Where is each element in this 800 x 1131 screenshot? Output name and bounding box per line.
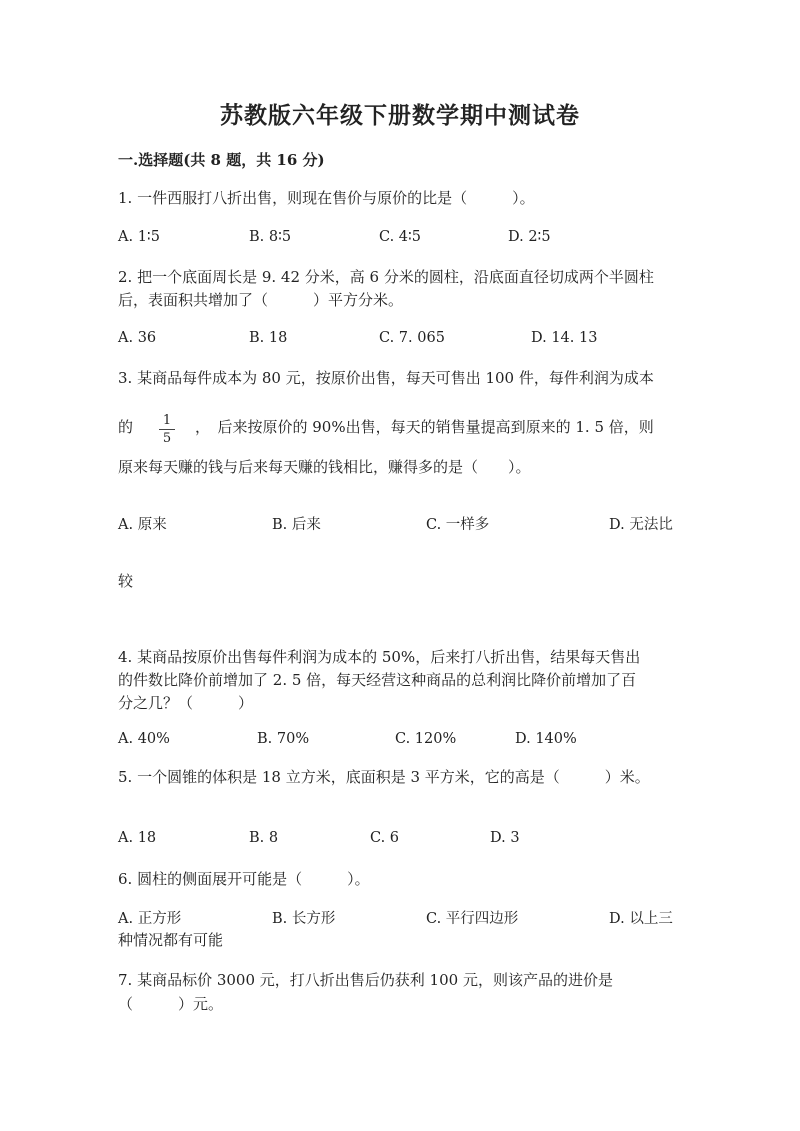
- question-4-line-2: 的件数比降价前增加了 2. 5 倍，每天经营这种商品的总利润比降价前增加了百: [118, 671, 637, 689]
- q3-option-a: A. 原来: [118, 517, 167, 533]
- question-7-line-2: （ ）元。: [118, 995, 224, 1013]
- q4-option-b: B. 70%: [257, 731, 310, 747]
- q2-option-d: D. 14. 13: [531, 330, 598, 346]
- q4-option-c: C. 120%: [395, 731, 457, 747]
- q2-option-c: C. 7. 065: [379, 330, 445, 346]
- question-5-text: 5. 一个圆锥的体积是 18 立方米，底面积是 3 平方米，它的高是（ ）米。: [118, 768, 650, 786]
- fraction-one-fifth: [157, 413, 177, 446]
- page-title: 苏教版六年级下册数学期中测试卷: [220, 102, 580, 129]
- q2-option-b: B. 18: [249, 330, 288, 346]
- question-3-line-2-suffix: ， 后来按原价的 90%出售，每天的销售量提高到原来的 1. 5 倍，则: [195, 418, 654, 436]
- q5-option-a: A. 18: [118, 830, 157, 846]
- q1-option-d: D. 2∶5: [508, 229, 551, 245]
- question-1-text: 1. 一件西服打八折出售，则现在售价与原价的比是（ ）。: [118, 189, 535, 207]
- q3-option-d-wrap: 较: [118, 572, 134, 590]
- question-3-line-3: 原来每天赚的钱与后来每天赚的钱相比，赚得多的是（ ）。: [118, 458, 531, 476]
- q3-option-b: B. 后来: [272, 517, 321, 533]
- q6-option-c: C. 平行四边形: [426, 911, 519, 927]
- q6-option-a: A. 正方形: [118, 911, 182, 927]
- section-heading: 一.选择题(共 8 题，共 16 分): [118, 151, 325, 169]
- question-3-line-2-prefix: 的: [118, 418, 134, 436]
- q1-option-a: A. 1∶5: [118, 229, 160, 245]
- q5-option-c: C. 6: [370, 830, 400, 846]
- q4-option-a: A. 40%: [118, 731, 170, 747]
- q3-option-d: D. 无法比: [609, 517, 673, 533]
- q4-option-d: D. 140%: [515, 731, 577, 747]
- q5-option-d: D. 3: [490, 830, 520, 846]
- question-4-line-1: 4. 某商品按原价出售每件利润为成本的 50%，后来打八折出售，结果每天售出: [118, 648, 641, 666]
- question-6-text: 6. 圆柱的侧面展开可能是（ ）。: [118, 870, 370, 888]
- question-4-line-3: 分之几？（ ）: [118, 694, 254, 712]
- q1-option-b: B. 8∶5: [249, 229, 292, 245]
- q6-option-d: D. 以上三: [609, 911, 673, 927]
- question-3-line-1: 3. 某商品每件成本为 80 元，按原价出售，每天可售出 100 件，每件利润为成本: [118, 369, 654, 387]
- question-2-line-1: 2. 把一个底面周长是 9. 42 分米，高 6 分米的圆柱，沿底面直径切成两个半圆柱: [118, 268, 654, 286]
- q1-option-c: C. 4∶5: [379, 229, 422, 245]
- q2-option-a: A. 36: [118, 330, 157, 346]
- q5-option-b: B. 8: [249, 830, 279, 846]
- question-2-line-2: 后，表面积共增加了（ ）平方分米。: [118, 291, 404, 309]
- fraction-denominator: 5: [162, 431, 172, 446]
- q6-option-b: B. 长方形: [272, 911, 336, 927]
- question-7-line-1: 7. 某商品标价 3000 元，打八折出售后仍获利 100 元，则该产品的进价是: [118, 971, 613, 989]
- q6-option-d-wrap: 种情况都有可能: [118, 931, 224, 949]
- q3-option-c: C. 一样多: [426, 517, 490, 533]
- fraction-bar: [159, 429, 175, 430]
- fraction-numerator: 1: [162, 413, 172, 428]
